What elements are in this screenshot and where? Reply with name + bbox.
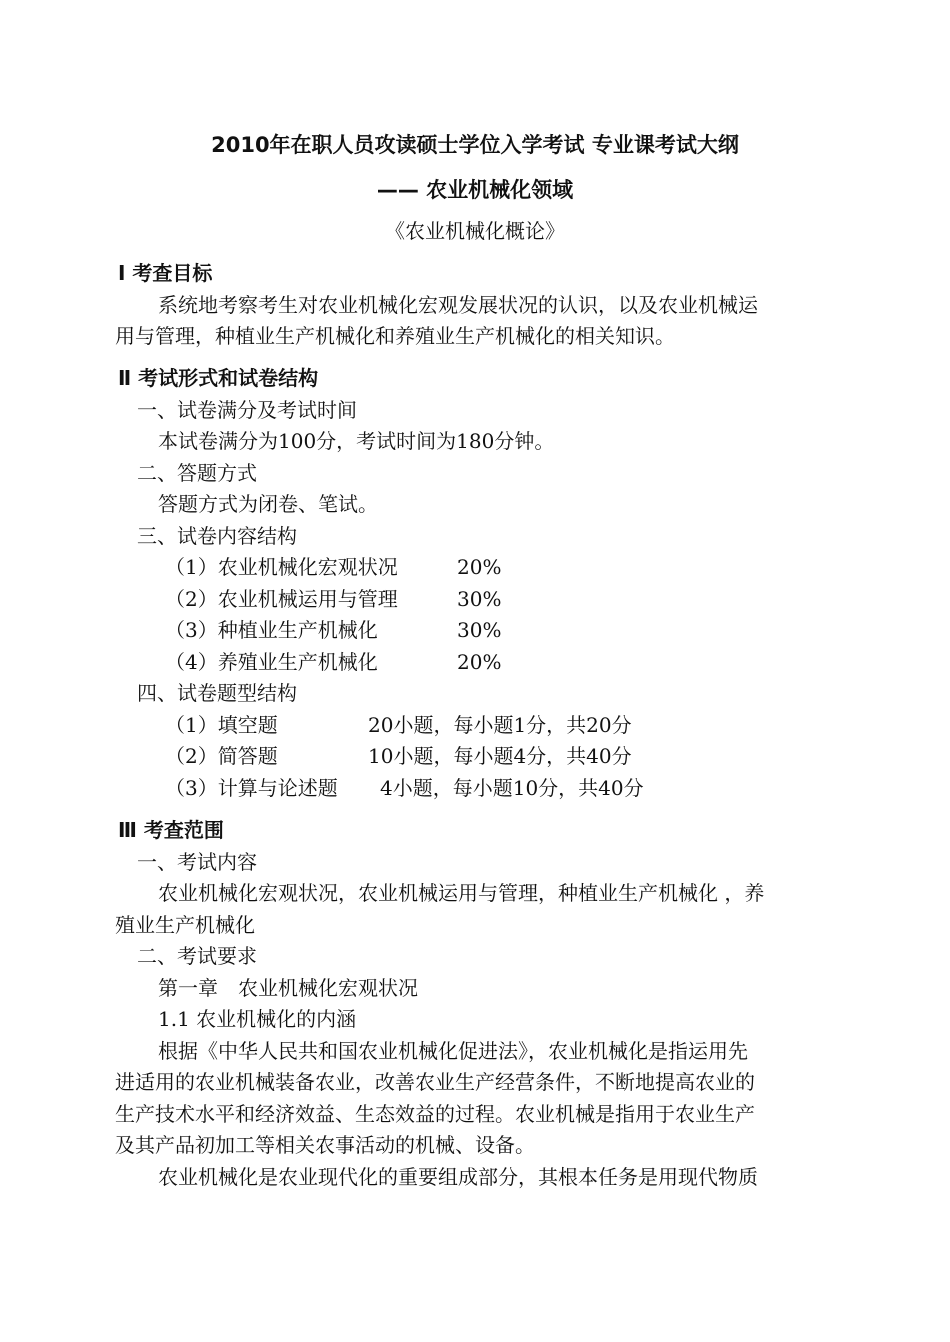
section-1-1-heading: 1.1 农业机械化的内涵 xyxy=(158,1007,357,1031)
body-paragraph-line: 农业机械化是农业现代化的重要组成部分，其根本任务是用现代物质 xyxy=(158,1165,758,1189)
document-title: 2010年在职人员攻读硕士学位入学考试 专业课考试大纲 xyxy=(211,133,739,157)
type-item-label: （2）简答题 xyxy=(165,744,278,768)
section2-heading: Ⅱ 考试形式和试卷结构 xyxy=(118,366,319,390)
type-item-desc: 4小题，每小题10分，共40分 xyxy=(380,776,644,800)
section3-sub2: 二、考试要求 xyxy=(137,944,257,968)
body-paragraph-line: 进适用的农业机械装备农业，改善农业生产经营条件，不断地提高农业的 xyxy=(115,1070,755,1094)
section2-sub4: 四、试卷题型结构 xyxy=(137,681,297,705)
content-item-percent: 20% xyxy=(457,650,502,674)
section1-paragraph-line1: 系统地考察考生对农业机械化宏观发展状况的认识，以及农业机械运 xyxy=(158,293,758,317)
body-paragraph-line: 根据《中华人民共和国农业机械化促进法》，农业机械化是指运用先 xyxy=(158,1039,748,1063)
section2-sub3: 三、试卷内容结构 xyxy=(137,524,297,548)
content-item-label: （4）养殖业生产机械化 xyxy=(165,650,378,674)
content-item-label: （2）农业机械运用与管理 xyxy=(165,587,398,611)
section3-sub1: 一、考试内容 xyxy=(137,850,257,874)
type-item-label: （3）计算与论述题 xyxy=(165,776,338,800)
type-item-desc: 20小题，每小题1分，共20分 xyxy=(368,713,632,737)
content-item-percent: 20% xyxy=(457,555,502,579)
section3-heading: Ⅲ 考查范围 xyxy=(118,818,224,842)
content-item-percent: 30% xyxy=(457,618,502,642)
section2-sub1-text: 本试卷满分为100分，考试时间为180分钟。 xyxy=(158,429,555,453)
body-paragraph-line: 及其产品初加工等相关农事活动的机械、设备。 xyxy=(115,1133,535,1157)
section3-sub1-line1: 农业机械化宏观状况，农业机械运用与管理，种植业生产机械化 ，养 xyxy=(158,881,765,905)
content-item-percent: 30% xyxy=(457,587,502,611)
section2-sub2-text: 答题方式为闭卷、笔试。 xyxy=(158,492,378,516)
section3-sub1-line2: 殖业生产机械化 xyxy=(115,913,255,937)
document-subtitle: —— 农业机械化领域 xyxy=(376,178,574,202)
section2-sub1: 一、试卷满分及考试时间 xyxy=(137,398,357,422)
course-name: 《农业机械化概论》 xyxy=(385,219,565,243)
chapter-heading: 第一章 农业机械化宏观状况 xyxy=(158,976,418,1000)
content-item-label: （1）农业机械化宏观状况 xyxy=(165,555,398,579)
type-item-desc: 10小题，每小题4分，共40分 xyxy=(368,744,632,768)
section1-heading: Ⅰ 考查目标 xyxy=(118,261,213,285)
body-paragraph-line: 生产技术水平和经济效益、生态效益的过程。农业机械是指用于农业生产 xyxy=(115,1102,755,1126)
section1-paragraph-line2: 用与管理，种植业生产机械化和养殖业生产机械化的相关知识。 xyxy=(115,324,675,348)
type-item-label: （1）填空题 xyxy=(165,713,278,737)
content-item-label: （3）种植业生产机械化 xyxy=(165,618,378,642)
section2-sub2: 二、答题方式 xyxy=(137,461,257,485)
